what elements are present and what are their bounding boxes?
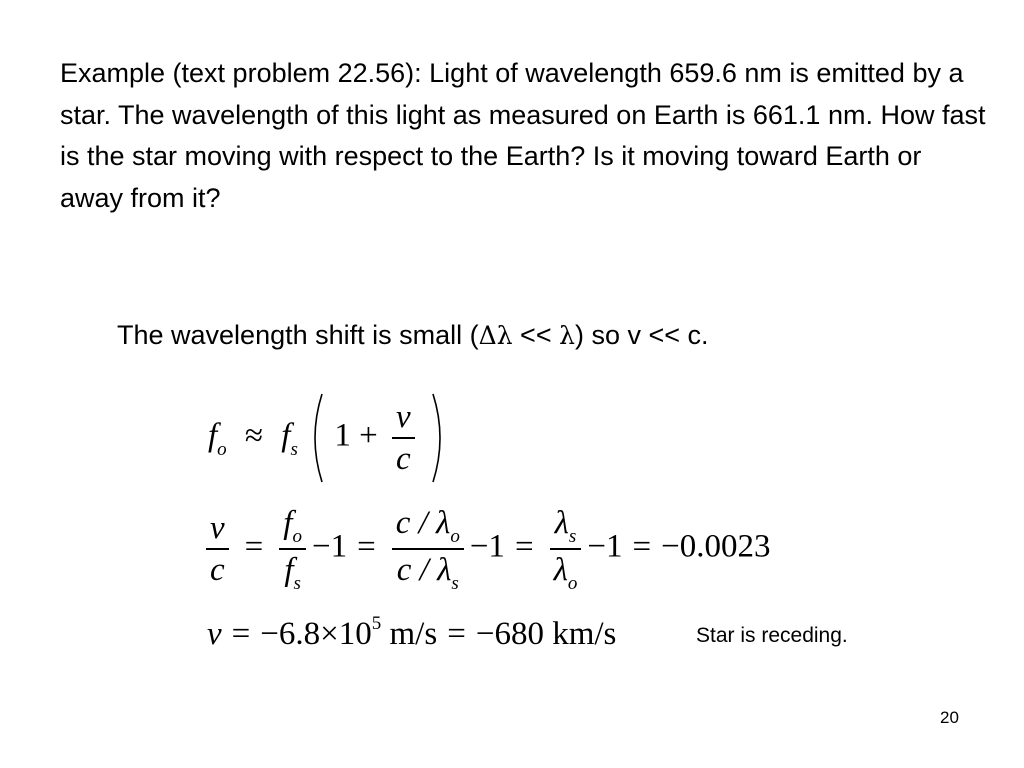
eq3-unit-kms: km/s	[552, 616, 617, 652]
fo-over-fs	[279, 503, 306, 595]
eq3-v: v	[207, 616, 222, 652]
receding-note: Star is receding.	[696, 624, 848, 647]
lambda-symbol: λ	[559, 321, 575, 350]
intro-line	[117, 318, 709, 353]
v-over-c-fraction	[392, 397, 415, 479]
velocity-equation	[207, 613, 617, 653]
minus-one-1: −1	[311, 528, 348, 565]
eq2-c-over-lambda-s: c / λ	[396, 552, 452, 588]
eq2-fo: f	[283, 505, 293, 541]
approx-symbol: ≈	[244, 417, 264, 454]
minus-one-2: −1	[469, 528, 505, 565]
eq3-coefficient: −6.8×10	[260, 616, 372, 652]
eq2-lambda-s: λ	[554, 505, 569, 541]
v-over-c	[206, 508, 229, 590]
eq2-lambda-s-sub: s	[451, 573, 459, 594]
eq2-lambda-o-sub: o	[450, 526, 460, 547]
eq2-lambda-o: λ	[553, 552, 568, 588]
eq1-denominator: c	[392, 437, 415, 479]
eq1-s-subscript: s	[290, 438, 298, 460]
left-paren	[306, 392, 326, 484]
eq1-o-subscript: o	[217, 438, 227, 460]
eq1-f-s: f	[281, 417, 291, 454]
eq2-fs-sub: s	[293, 573, 301, 594]
ratio-result: −0.0023	[661, 528, 771, 565]
eq3-equals-2: =	[447, 616, 466, 652]
equals-2: =	[357, 528, 376, 565]
ratio-equation	[200, 503, 770, 595]
eq3-unit-ms: m/s	[389, 616, 438, 652]
eq2-fo-sub: o	[292, 526, 302, 547]
eq2-v: v	[210, 510, 225, 546]
one-plus: 1 +	[334, 417, 378, 454]
eq3-equals-1: =	[231, 616, 251, 652]
problem-statement: Example (text problem 22.56): Light of wavelength 659.6 nm is emitted by a star. The wavelength of this light as measured on Earth is 661.1 nm. How fast is the star moving with respect to the Earth? Is it moving toward Earth or away from it?	[60, 58, 986, 213]
equals-4: =	[632, 528, 652, 565]
eq3-result: −680	[475, 616, 544, 652]
intro-text-start: The wavelength shift is small (	[117, 320, 479, 350]
equals-3: =	[514, 528, 534, 565]
page-number: 20	[940, 708, 959, 727]
eq2-c-over-lambda-o: c / λ	[395, 505, 451, 541]
doppler-approx-equation	[208, 392, 449, 484]
eq1-f-o: f	[208, 417, 218, 454]
eq2-fs: f	[284, 552, 294, 588]
eq3-exponent: 5	[371, 613, 382, 634]
eq1-numerator: v	[396, 399, 411, 435]
eq2-lambda-s-sub2: s	[568, 526, 577, 547]
delta-lambda-symbol: Δλ	[478, 321, 513, 350]
much-less-than: <<	[512, 320, 560, 350]
eq2-lambda-o-sub2: o	[567, 573, 578, 594]
eq2-c: c	[206, 548, 229, 590]
minus-one-3: −1	[587, 528, 623, 565]
right-paren	[429, 392, 449, 484]
lambda-ratio	[550, 503, 582, 595]
intro-text-end: ) so v << c.	[574, 320, 709, 350]
equals-1: =	[244, 528, 264, 565]
c-lambda-ratio	[392, 503, 464, 595]
